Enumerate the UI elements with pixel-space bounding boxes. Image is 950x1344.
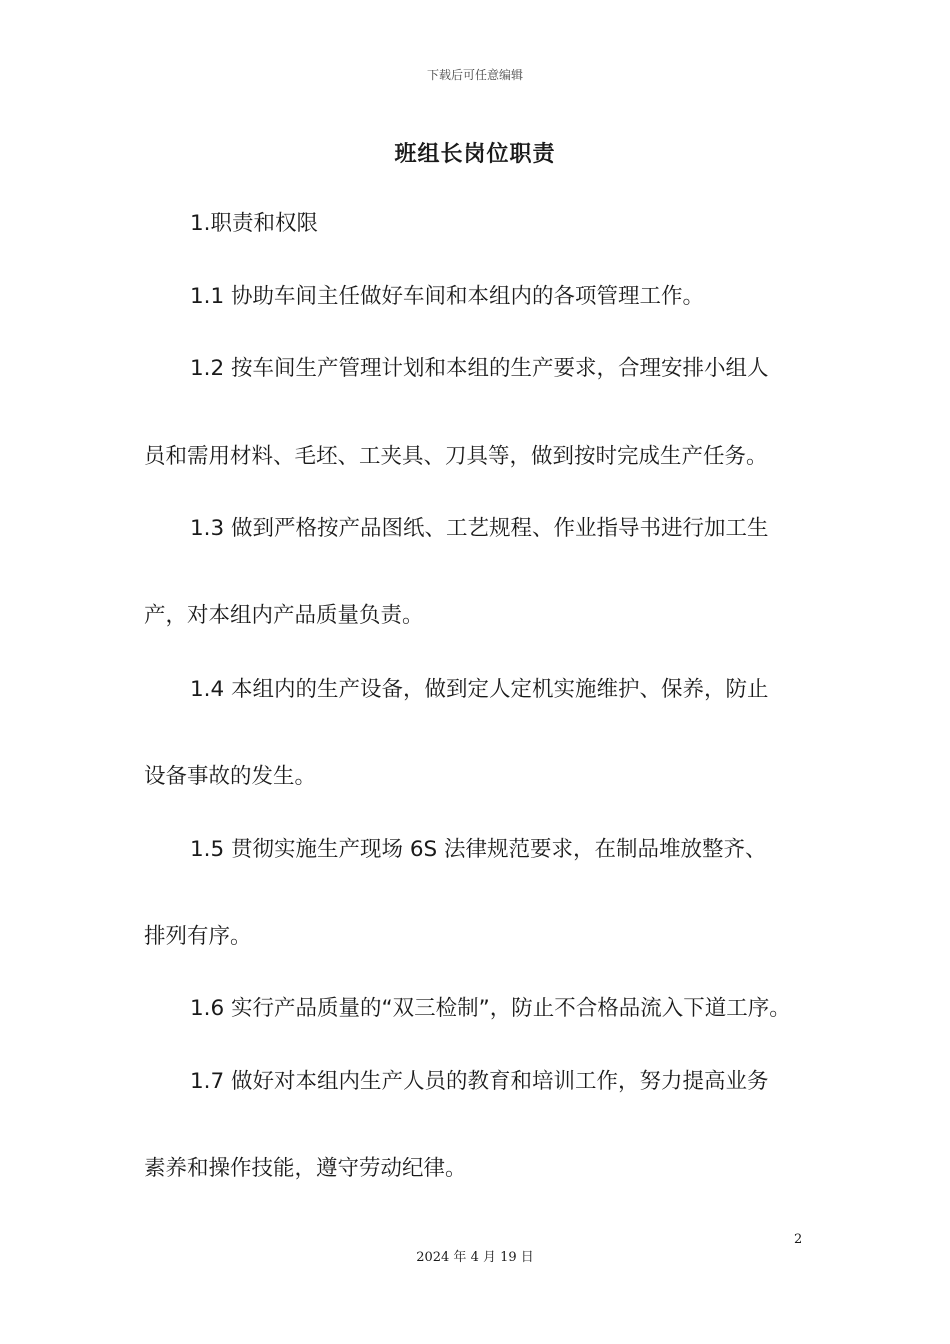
line-text: 1.2 按车间生产管理计划和本组的生产要求，合理安排小组人 (190, 356, 769, 381)
paragraph-continuation-line (144, 921, 812, 953)
paragraph-continuation-line (144, 600, 812, 632)
line-text: 1.4 本组内的生产设备，做到定人定机实施维护、保养，防止 (190, 677, 769, 702)
page-number: 2 (794, 1232, 803, 1247)
page-header: 下载后可任意编辑 (426, 68, 523, 82)
line-text: 1.7 做好对本组内生产人员的教育和培训工作，努力提高业务 (190, 1069, 769, 1094)
document-title: 班组长岗位职责 (394, 142, 556, 167)
paragraph-line (144, 1066, 812, 1098)
paragraph-line (144, 281, 812, 313)
line-text: 员和需用材料、毛坯、工夹具、刀具等，做到按时完成生产任务。 (144, 444, 768, 469)
section-heading-line (144, 208, 812, 240)
paragraph-line (144, 993, 812, 1025)
paragraph-continuation-line (144, 1153, 812, 1185)
paragraph-line (144, 353, 812, 385)
line-text: 1.6 实行产品质量的“双三检制”，防止不合格品流入下道工序。 (190, 996, 791, 1021)
paragraph-continuation-line (144, 761, 812, 793)
line-text: 1.3 做到严格按产品图纸、工艺规程、作业指导书进行加工生 (190, 516, 769, 541)
line-text: 1.1 协助车间主任做好车间和本组内的各项管理工作。 (190, 284, 705, 309)
line-text: 素养和操作技能，遵守劳动纪律。 (144, 1156, 467, 1181)
paragraph-line (144, 834, 812, 866)
line-text: 1.职责和权限 (190, 211, 319, 236)
line-text: 设备事故的发生。 (144, 764, 317, 789)
paragraph-continuation-line (144, 441, 812, 473)
line-text: 排列有序。 (144, 924, 252, 949)
line-text: 1.5 贯彻实施生产现场 6S 法律规范要求，在制品堆放整齐、 (190, 837, 767, 862)
paragraph-line (144, 674, 812, 706)
paragraph-line (144, 513, 812, 545)
line-text: 产，对本组内产品质量负责。 (144, 603, 424, 628)
footer-date: 2024 年 4 月 19 日 (416, 1250, 534, 1265)
